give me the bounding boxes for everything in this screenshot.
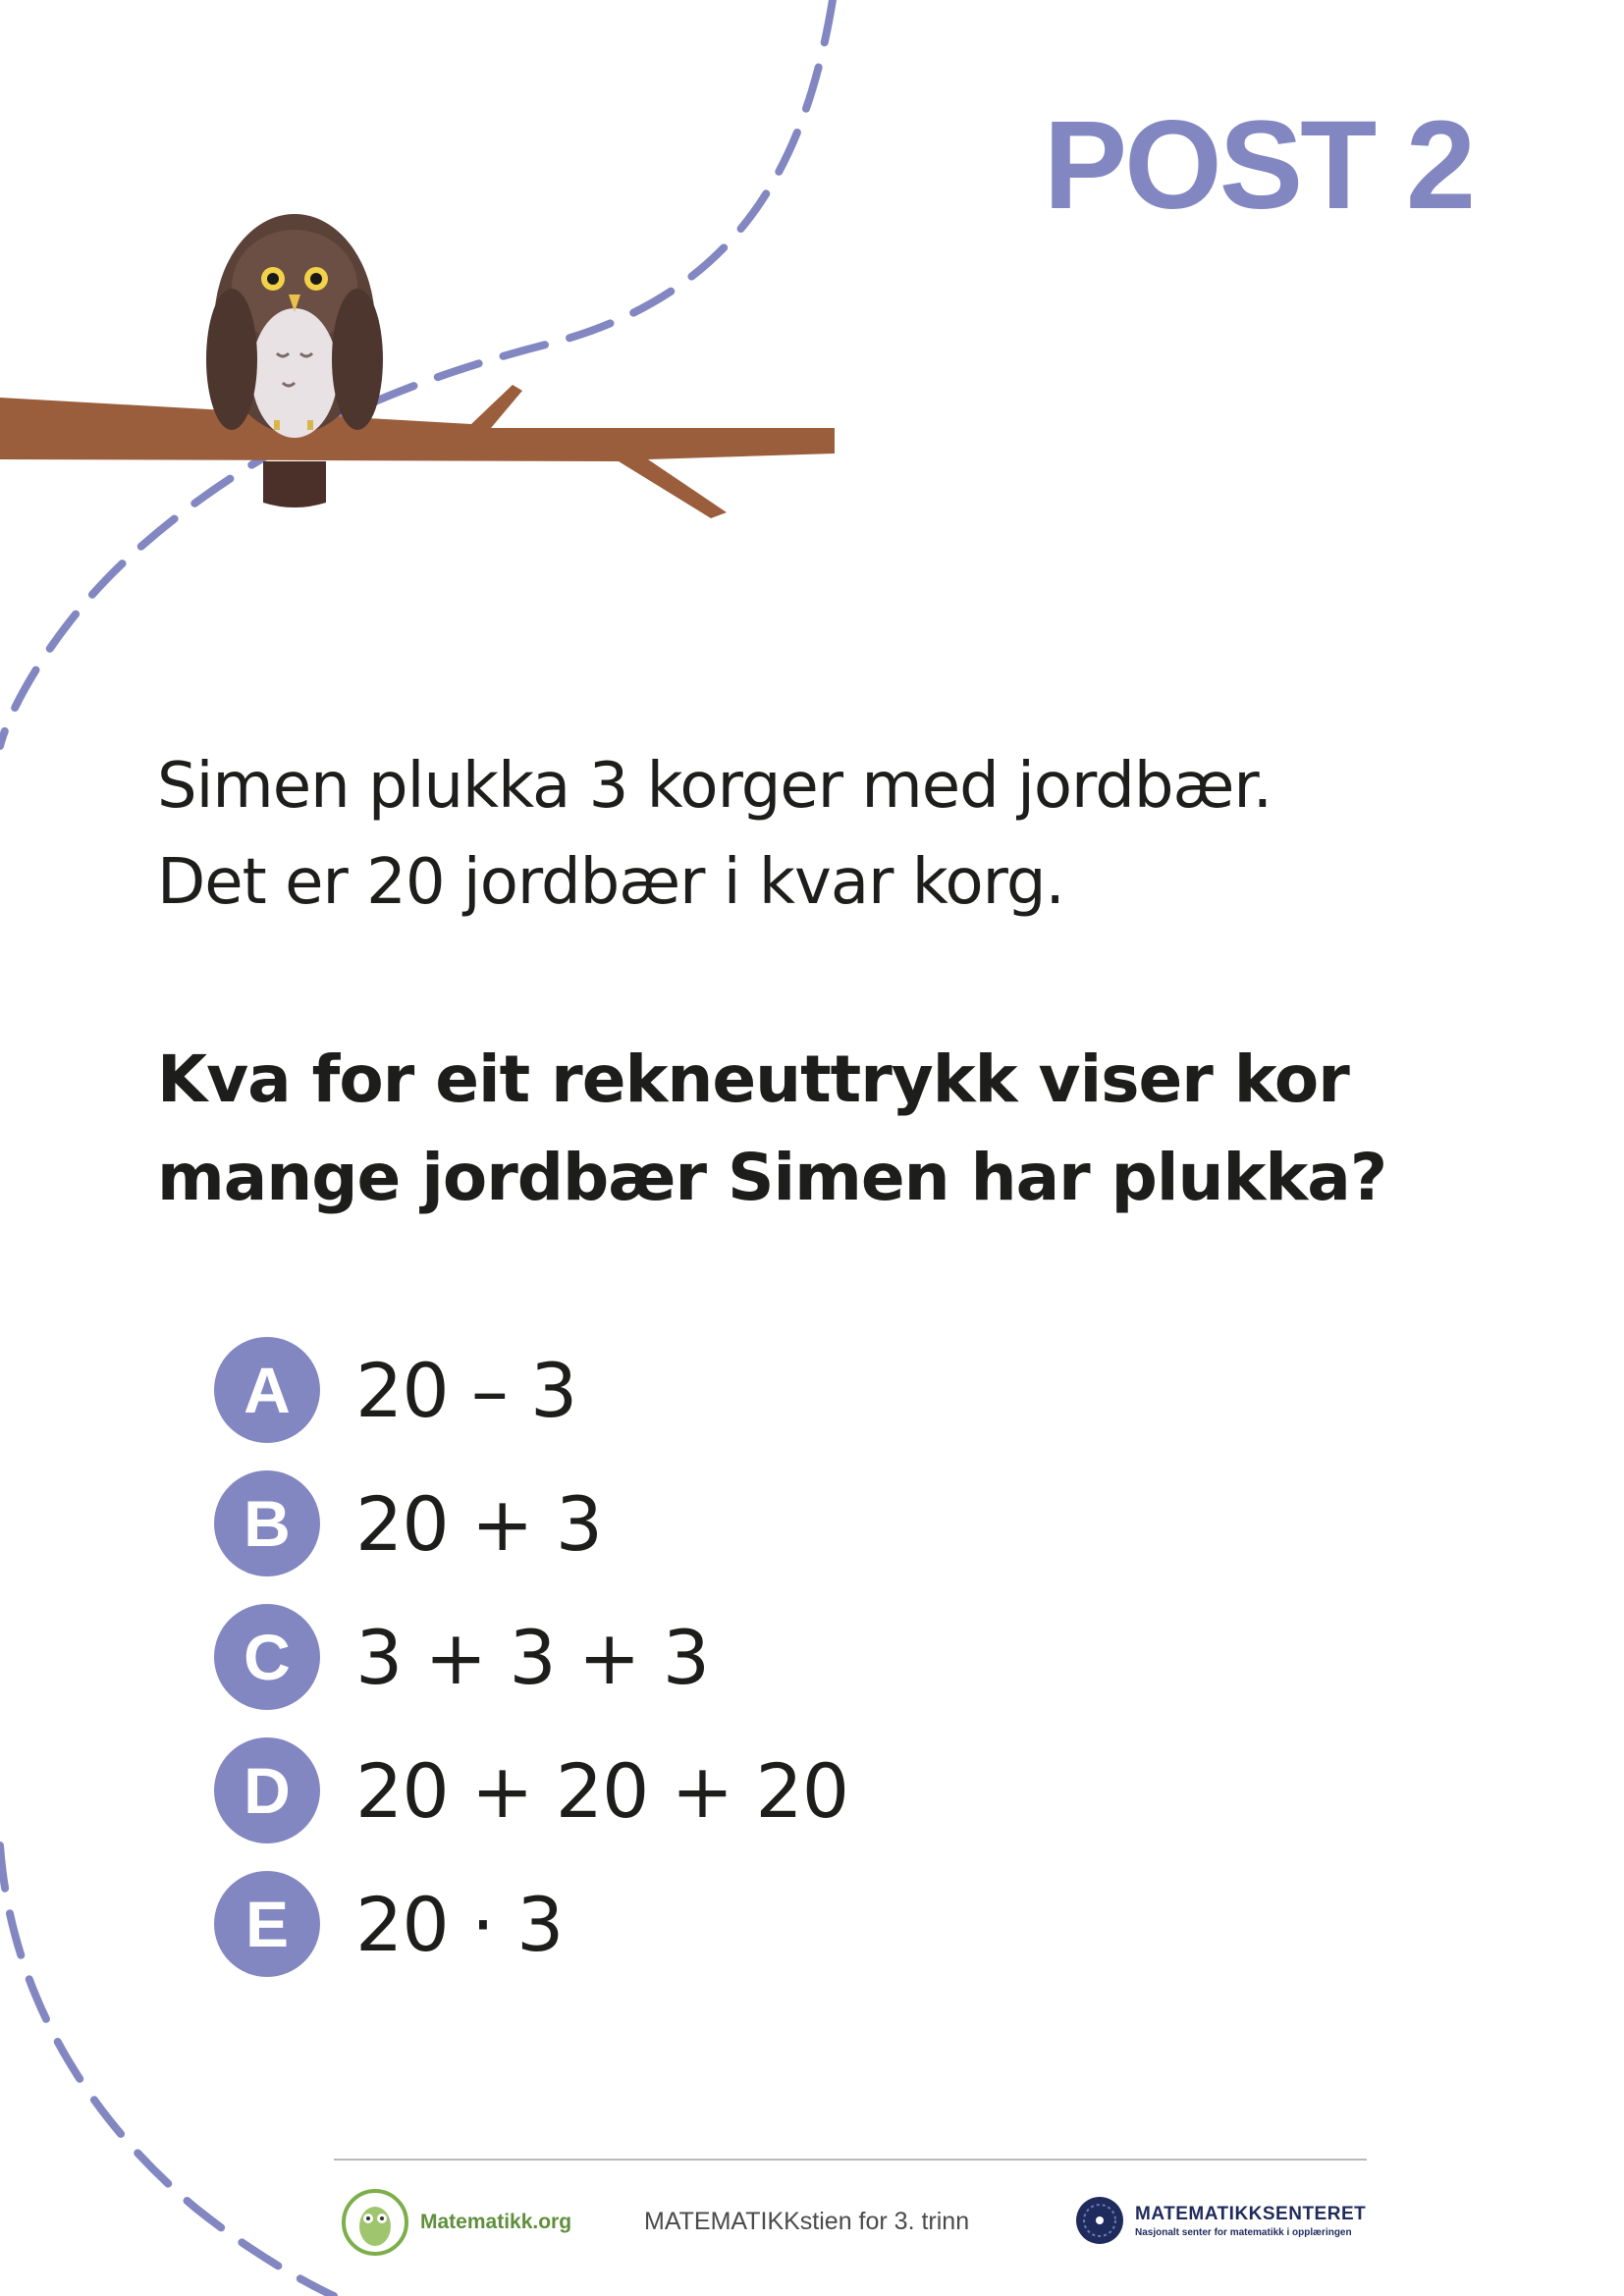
option-badge: A — [214, 1337, 320, 1443]
footer-left-logo[interactable] — [342, 2189, 571, 2256]
footer-center-text: MATEMATIKKstien for 3. trinn — [644, 2208, 970, 2235]
right-logo-subtitle: Nasjonalt senter for matematikk i opplæringen — [1135, 2226, 1352, 2238]
option-expression: 20 + 20 + 20 — [355, 1746, 849, 1835]
question-text — [157, 1031, 1434, 1227]
option-badge: C — [214, 1604, 320, 1710]
option-e[interactable] — [214, 1871, 848, 1977]
footer-divider — [334, 2159, 1367, 2161]
option-c[interactable] — [214, 1604, 848, 1710]
option-a[interactable] — [214, 1337, 848, 1443]
owl-logo-icon — [342, 2189, 408, 2256]
option-b[interactable] — [214, 1470, 848, 1576]
question-line-1: Kva for eit rekneuttrykk viser kor — [157, 1041, 1349, 1117]
left-logo-text: Matematikk.org — [420, 2211, 572, 2233]
post-title: POST 2 — [1043, 95, 1473, 236]
intro-line-2: Det er 20 jordbær i kvar korg. — [157, 846, 1064, 919]
answer-options — [214, 1337, 848, 2004]
branch — [0, 385, 835, 518]
dashed-trail-path — [0, 0, 833, 746]
right-logo-name: MATEMATIKKSENTERET — [1135, 2203, 1367, 2224]
option-badge: E — [214, 1871, 320, 1977]
option-expression: 20 · 3 — [355, 1880, 564, 1968]
option-expression: 20 – 3 — [355, 1346, 577, 1434]
option-badge: D — [214, 1737, 320, 1843]
option-d[interactable] — [214, 1737, 848, 1843]
footer-right-logo[interactable] — [1074, 2195, 1366, 2246]
problem-intro — [157, 738, 1434, 931]
option-badge: B — [214, 1470, 320, 1576]
intro-line-1: Simen plukka 3 korger med jordbær. — [157, 750, 1272, 823]
option-expression: 20 + 3 — [355, 1479, 603, 1568]
matematikksenteret-logo-icon — [1074, 2195, 1125, 2246]
question-line-2: mange jordbær Simen har plukka? — [157, 1140, 1387, 1215]
option-expression: 3 + 3 + 3 — [355, 1613, 710, 1701]
